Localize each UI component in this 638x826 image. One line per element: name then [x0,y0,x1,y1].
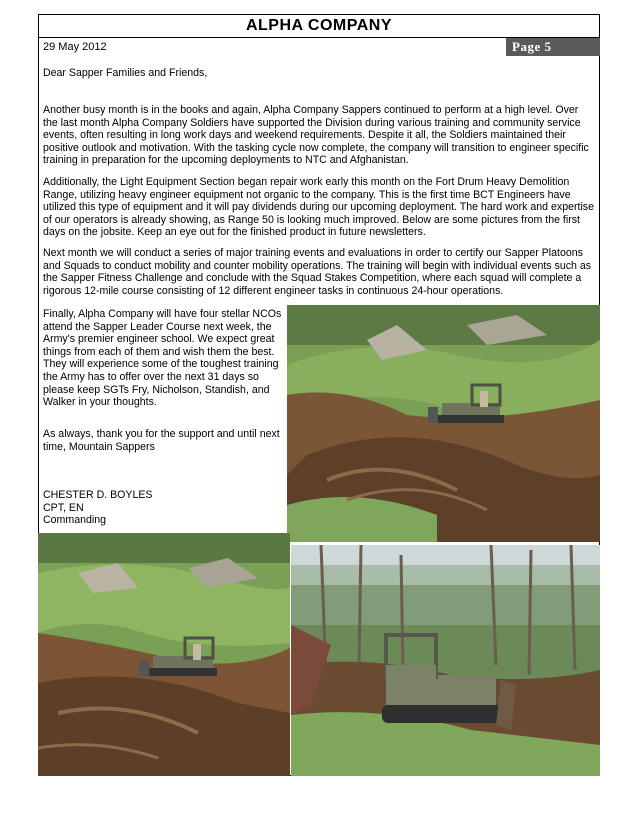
paragraph-3: Next month we will conduct a series of major training events and evaluations in order to certify our Sapper Platoons and Squads to conduct mobility and counter mobility operations. The training will begin with individual events such as the Sapper Fitness Challenge and conclude with the Squad Stakes Competition, where each squad will complete a rigorous 12-mile course consisting of 12 different engineer tasks in continuous 24-hour operations. [43,247,592,297]
page-number-tab: Page 5 [506,38,600,56]
newsletter-title: ALPHA COMPANY [38,14,600,38]
greeting: Dear Sapper Families and Friends, [43,67,208,79]
paragraph-2: Additionally, the Light Equipment Section began repair work early this month on the Fort Drum Heavy Demolition Range, utilizing heavy engineer equipment not organic to the company. This is the first time BCT Engineers have utilized this type of equipment and it will pay dividends during our upcoming deployment. The hard work and expertise of our operators is already showing, as Range 50 is looking much improved. Below are some pictures from the first days on the jobsite. Keep an eye out for the finished product in future newsletters. [43,176,594,239]
closing-line: As always, thank you for the support and until next time, Mountain Sappers [43,428,280,453]
signature-rank: CPT, EN [43,501,84,514]
photo-bulldozer-forest [291,545,600,776]
paragraph-4: Finally, Alpha Company will have four stellar NCOs attend the Sapper Leader Course next week, the Army's premier engineer school. We expect great things from each of them and wish them the best. They will experience some of the toughest training the Army has to offer over the next 31 days so please keep SGTs Fry, Nicholson, Standish, and Walker in your thoughts. [43,308,282,409]
signature-block [43,489,283,527]
signature-role: Commanding [43,514,107,527]
photo-bulldozer-slope [38,533,290,776]
signature-name: CHESTER D. BOYLES [43,489,153,501]
paragraph-1: Another busy month is in the books and again, Alpha Company Sappers continued to perform at a high level. Over the last month Alpha Company Soldiers have supported the Division during various training and community service events, often resulting in long work days and weekend requirements. Despite it all, the Soldiers maintained their positive outlook and motivation. With the tasking cycle now complete, the company will transition to engineer specific training in preparation for the upcoming deployments to NTC and Afghanistan. [43,104,589,167]
photo-bulldozer-hillside [287,305,600,542]
issue-date: 29 May 2012 [43,41,107,53]
